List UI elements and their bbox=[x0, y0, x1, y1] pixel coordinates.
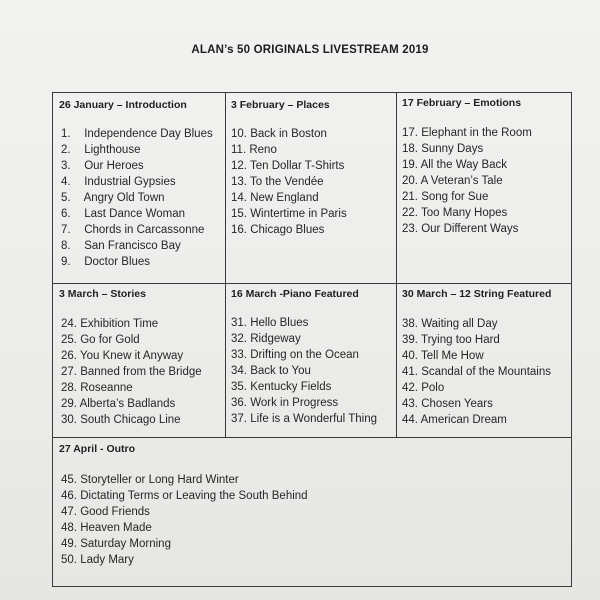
song-title: Angry Old Town bbox=[83, 192, 165, 204]
song-item bbox=[231, 395, 377, 411]
section-cell-outro bbox=[53, 438, 571, 586]
song-item bbox=[231, 379, 377, 395]
song-list bbox=[231, 315, 377, 427]
song-title: To the Vendée bbox=[250, 176, 324, 188]
song-number: 23. bbox=[402, 223, 418, 235]
song-title: You Knew it Anyway bbox=[80, 350, 184, 362]
song-title: Wintertime in Paris bbox=[250, 208, 347, 220]
song-number: 9. bbox=[61, 256, 71, 268]
song-title: Lady Mary bbox=[80, 554, 134, 566]
song-title: Too Many Hopes bbox=[421, 207, 508, 219]
song-item bbox=[402, 332, 551, 348]
song-item bbox=[231, 315, 377, 331]
song-item bbox=[61, 552, 308, 568]
song-item bbox=[61, 126, 213, 142]
song-number: 3. bbox=[61, 160, 71, 172]
song-number: 12. bbox=[231, 160, 247, 172]
song-item bbox=[402, 157, 532, 173]
song-title: Heaven Made bbox=[80, 522, 152, 534]
song-title: Banned from the Bridge bbox=[80, 366, 202, 378]
song-title: Saturday Morning bbox=[80, 538, 171, 550]
song-number: 46. bbox=[61, 490, 77, 502]
song-item bbox=[61, 316, 202, 332]
song-number: 44. bbox=[402, 414, 418, 426]
song-title: Good Friends bbox=[80, 506, 150, 518]
section-cell-places bbox=[226, 93, 397, 284]
song-item bbox=[61, 332, 202, 348]
song-number: 35. bbox=[231, 381, 247, 393]
song-number: 21. bbox=[402, 191, 418, 203]
song-number: 50. bbox=[61, 554, 77, 566]
song-number: 26. bbox=[61, 350, 77, 362]
song-title: Kentucky Fields bbox=[250, 381, 332, 393]
song-number: 7. bbox=[61, 224, 71, 236]
song-number: 16. bbox=[231, 224, 247, 236]
song-item bbox=[231, 126, 347, 142]
section-cell-12-string-featured bbox=[397, 284, 571, 438]
song-title: Back in Boston bbox=[250, 128, 327, 140]
section-heading: 3 March – Stories bbox=[59, 288, 146, 300]
song-item bbox=[61, 412, 202, 428]
song-title: Roseanne bbox=[80, 382, 133, 394]
song-number: 40. bbox=[402, 350, 418, 362]
song-number: 22. bbox=[402, 207, 418, 219]
song-item bbox=[231, 142, 347, 158]
song-item bbox=[402, 141, 532, 157]
song-title: Polo bbox=[421, 382, 445, 394]
song-item bbox=[231, 363, 377, 379]
song-number: 32. bbox=[231, 333, 247, 345]
song-item bbox=[61, 158, 213, 174]
song-number: 41. bbox=[402, 366, 418, 378]
song-number: 15. bbox=[231, 208, 247, 220]
song-title: American Dream bbox=[420, 414, 507, 426]
song-number: 25. bbox=[61, 334, 77, 346]
song-number: 31. bbox=[231, 317, 247, 329]
song-title: Waiting all Day bbox=[421, 318, 498, 330]
song-title: South Chicago Line bbox=[80, 414, 181, 426]
song-number: 36. bbox=[231, 397, 247, 409]
song-title: Industrial Gypsies bbox=[84, 176, 176, 188]
song-title: Sunny Days bbox=[421, 143, 484, 155]
song-title: Trying too Hard bbox=[421, 334, 500, 346]
page-title: ALAN’s 50 ORIGINALS LIVESTREAM 2019 bbox=[191, 44, 429, 56]
song-list bbox=[402, 125, 532, 237]
song-title: All the Way Back bbox=[420, 159, 508, 171]
song-title: Exhibition Time bbox=[80, 318, 159, 330]
song-title: San Francisco Bay bbox=[84, 240, 181, 252]
song-number: 43. bbox=[402, 398, 418, 410]
song-number: 45. bbox=[61, 474, 77, 486]
song-item bbox=[61, 364, 202, 380]
section-heading: 17 February – Emotions bbox=[402, 97, 522, 109]
song-item bbox=[61, 396, 202, 412]
song-item bbox=[61, 190, 213, 206]
song-number: 5. bbox=[61, 192, 71, 204]
song-item bbox=[61, 238, 213, 254]
song-title: A Veteran’s Tale bbox=[420, 175, 503, 187]
song-item bbox=[402, 348, 551, 364]
song-number: 42. bbox=[402, 382, 418, 394]
song-title: Doctor Blues bbox=[84, 256, 151, 268]
song-item bbox=[231, 222, 347, 238]
song-number: 29. bbox=[61, 398, 77, 410]
song-title: Last Dance Woman bbox=[84, 208, 185, 220]
song-item bbox=[231, 411, 377, 427]
song-number: 48. bbox=[61, 522, 77, 534]
song-number: 10. bbox=[231, 128, 247, 140]
song-item bbox=[402, 205, 532, 221]
song-item bbox=[402, 412, 551, 428]
song-item bbox=[231, 347, 377, 363]
song-item bbox=[402, 316, 551, 332]
song-item bbox=[61, 254, 213, 270]
song-list bbox=[61, 316, 202, 428]
song-number: 13. bbox=[231, 176, 247, 188]
section-cell-emotions bbox=[397, 93, 571, 284]
song-item bbox=[61, 520, 308, 536]
song-title: Song for Sue bbox=[421, 191, 489, 203]
song-number: 27. bbox=[61, 366, 77, 378]
song-item bbox=[61, 536, 308, 552]
song-title: Lighthouse bbox=[84, 144, 141, 156]
song-title: Alberta’s Badlands bbox=[79, 398, 176, 410]
song-number: 28. bbox=[61, 382, 77, 394]
song-number: 38. bbox=[402, 318, 418, 330]
section-cell-piano-featured bbox=[226, 284, 397, 438]
song-title: Elephant in the Room bbox=[421, 127, 532, 139]
song-title: Our Heroes bbox=[84, 160, 144, 172]
song-title: Dictating Terms or Leaving the South Behind bbox=[80, 490, 308, 502]
song-list bbox=[402, 316, 551, 428]
song-number: 4. bbox=[61, 176, 71, 188]
song-title: Work in Progress bbox=[250, 397, 339, 409]
song-title: Independence Day Blues bbox=[84, 128, 213, 140]
song-item bbox=[61, 222, 213, 238]
section-heading: 3 February – Places bbox=[231, 99, 330, 111]
song-number: 6. bbox=[61, 208, 71, 220]
song-number: 47. bbox=[61, 506, 77, 518]
song-title: Scandal of the Mountains bbox=[421, 366, 551, 378]
song-item bbox=[61, 174, 213, 190]
section-heading: 30 March – 12 String Featured bbox=[402, 288, 552, 300]
song-item bbox=[231, 206, 347, 222]
song-item bbox=[231, 190, 347, 206]
song-number: 11. bbox=[231, 144, 247, 156]
song-title: Our Different Ways bbox=[421, 223, 519, 235]
song-title: Tell Me How bbox=[421, 350, 484, 362]
song-title: Go for Gold bbox=[80, 334, 140, 346]
song-number: 18. bbox=[402, 143, 418, 155]
song-number: 1. bbox=[61, 128, 71, 140]
song-item bbox=[402, 173, 532, 189]
song-item bbox=[231, 174, 347, 190]
song-number: 14. bbox=[231, 192, 247, 204]
song-title: Reno bbox=[249, 144, 277, 156]
song-item bbox=[402, 189, 532, 205]
song-item bbox=[61, 380, 202, 396]
song-item bbox=[61, 488, 308, 504]
song-item bbox=[231, 331, 377, 347]
section-cell-stories bbox=[53, 284, 226, 438]
song-title: Ten Dollar T-Shirts bbox=[250, 160, 345, 172]
song-number: 8. bbox=[61, 240, 71, 252]
song-number: 20. bbox=[402, 175, 418, 187]
song-item bbox=[402, 364, 551, 380]
song-title: Back to You bbox=[250, 365, 311, 377]
section-heading: 16 March -Piano Featured bbox=[231, 288, 359, 300]
song-number: 34. bbox=[231, 365, 247, 377]
song-item bbox=[61, 504, 308, 520]
song-title: Ridgeway bbox=[250, 333, 301, 345]
song-item bbox=[402, 221, 532, 237]
song-list bbox=[61, 126, 213, 270]
song-number: 30. bbox=[61, 414, 77, 426]
song-number: 17. bbox=[402, 127, 418, 139]
song-number: 37. bbox=[231, 413, 247, 425]
song-item bbox=[61, 472, 308, 488]
section-heading: 27 April - Outro bbox=[59, 443, 136, 455]
song-title: Chords in Carcassonne bbox=[84, 224, 205, 236]
song-title: Chosen Years bbox=[421, 398, 493, 410]
song-number: 39. bbox=[402, 334, 418, 346]
section-heading: 26 January – Introduction bbox=[59, 99, 187, 111]
song-item bbox=[402, 380, 551, 396]
song-number: 33. bbox=[231, 349, 247, 361]
song-list bbox=[231, 126, 347, 238]
song-number: 24. bbox=[61, 318, 77, 330]
song-number: 2. bbox=[61, 144, 71, 156]
song-list bbox=[61, 472, 308, 568]
song-title: Drifting on the Ocean bbox=[250, 349, 359, 361]
song-item bbox=[61, 142, 213, 158]
song-item bbox=[61, 348, 202, 364]
song-title: Chicago Blues bbox=[250, 224, 325, 236]
song-item bbox=[231, 158, 347, 174]
song-title: Hello Blues bbox=[250, 317, 309, 329]
song-title: New England bbox=[250, 192, 319, 204]
song-item bbox=[402, 125, 532, 141]
song-number: 49. bbox=[61, 538, 77, 550]
section-cell-introduction bbox=[53, 93, 226, 284]
song-number: 19. bbox=[402, 159, 418, 171]
song-item bbox=[402, 396, 551, 412]
song-item bbox=[61, 206, 213, 222]
song-title: Life is a Wonderful Thing bbox=[250, 413, 377, 425]
song-title: Storyteller or Long Hard Winter bbox=[80, 474, 239, 486]
